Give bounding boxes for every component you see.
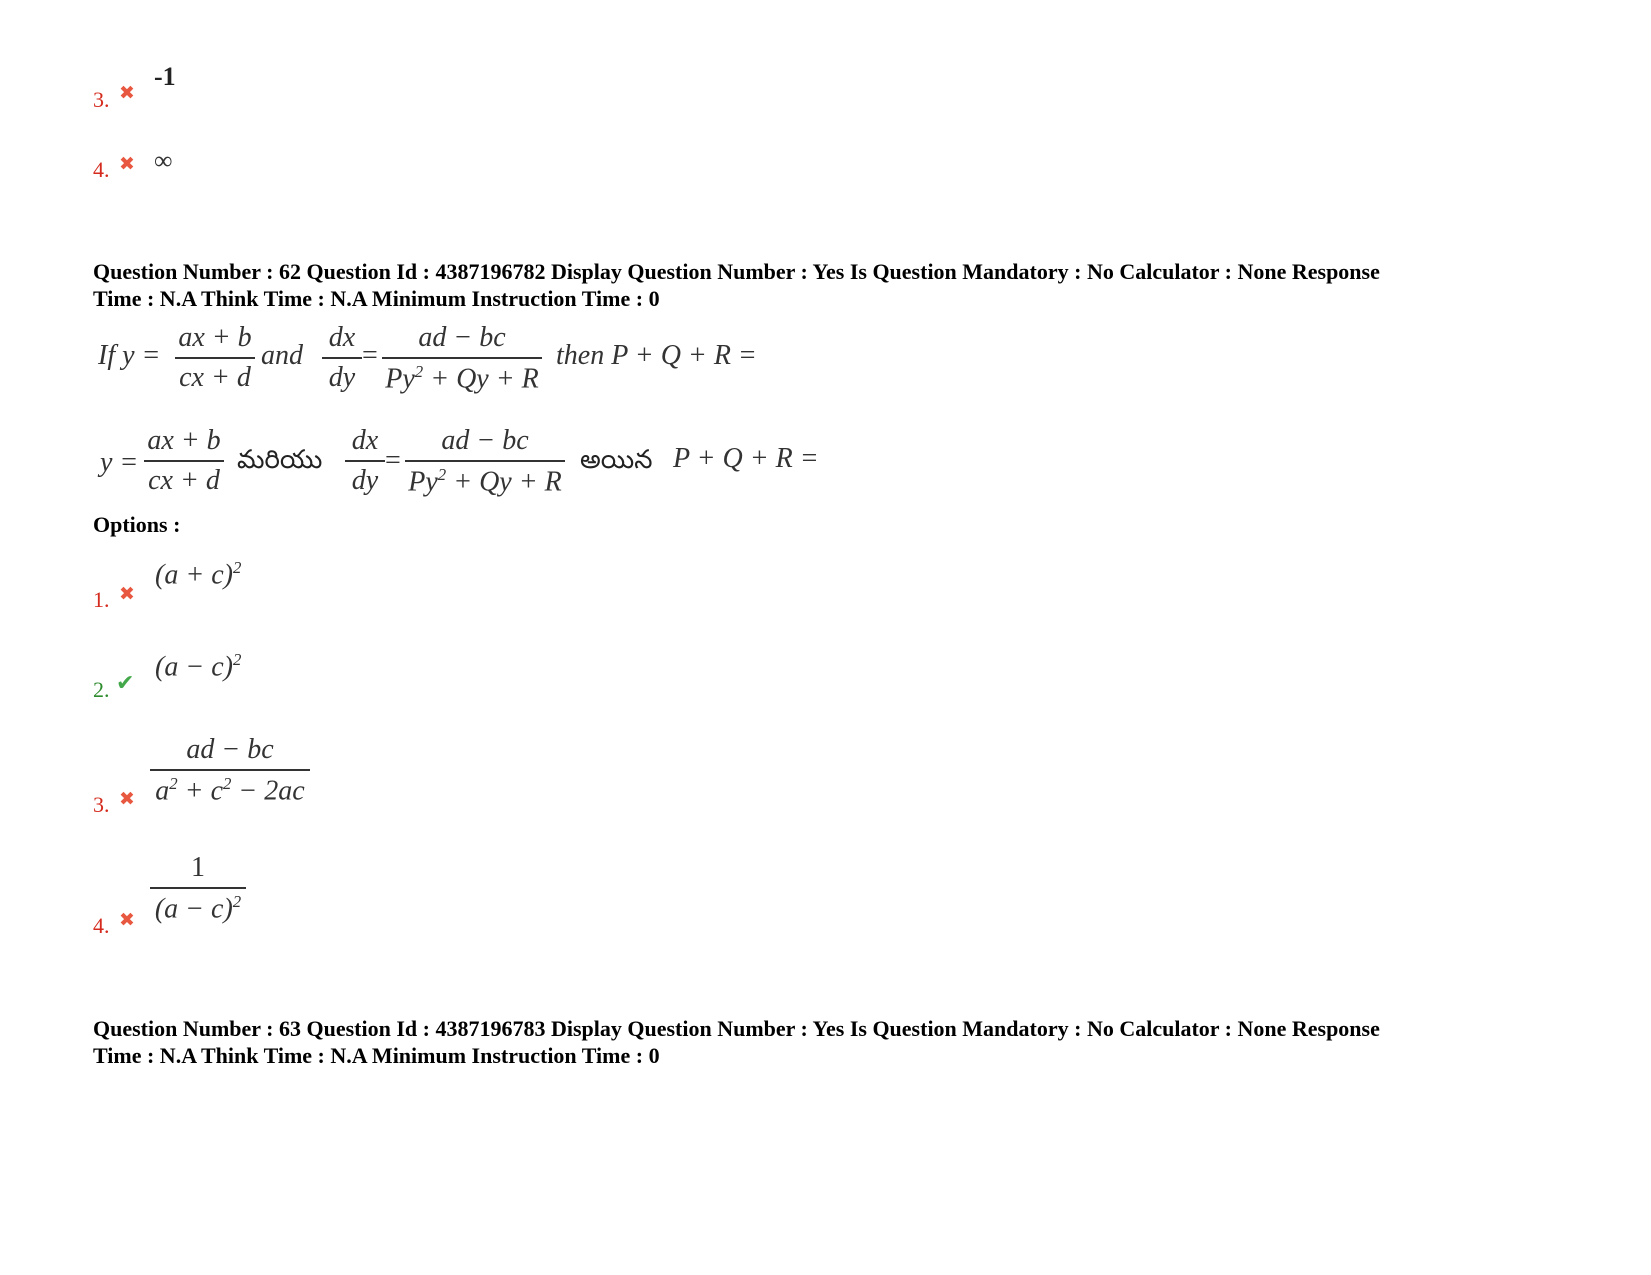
option-number: 2. [93,677,110,702]
option-number: 4. [93,157,110,182]
meta-line-1: Question Number : 62 Question Id : 4387196782 Display Question Number : Yes Is Question Mandatory : No Calculator : None Response [93,259,1380,284]
telugu-mariyu: మరియు [237,445,323,475]
option-value: $(a + c)^2$ [155,558,242,591]
option-number: 4. [93,913,110,938]
cross-mark-icon: ✖ [119,788,135,810]
option-number: 1. [93,587,110,612]
cross-mark-icon: ✖ [119,909,135,931]
cross-mark-icon: ✖ [119,82,135,104]
check-mark-icon: ✔ [116,671,135,696]
cross-mark-icon: ✖ [119,583,135,605]
numerator: ax + b [178,322,252,353]
eq-then: then P + Q + R = [556,340,757,371]
question-63-meta [93,1015,1573,1069]
fraction-derivative: ad − bc $Py^2 + Qy + R$ [405,425,565,498]
fraction-y: ax + b cx + d [144,425,224,497]
telugu-ayina: అయిన [580,445,653,475]
option-value: $(a - c)^2$ [155,650,242,683]
meta-line-1: Question Number : 63 Question Id : 4387196783 Display Question Number : Yes Is Question Mandatory : No Calculator : None Response [93,1016,1380,1041]
fraction-dxdy: dx dy [345,425,385,497]
fraction-derivative: ad − bc $Py^2 + Qy + R$ [382,322,542,395]
option-value-fraction: ad − bc $a^2 + c^2 - 2ac$ [150,734,310,807]
option-value-fraction: 1 $(a - c)^2$ [150,852,246,925]
question-62-meta [93,258,1573,312]
eq-and: and [261,340,303,371]
fraction-y [175,322,255,394]
fraction-dxdy: dx dy [322,322,362,394]
meta-line-2: Time : N.A Think Time : N.A Minimum Instruction Time : 0 [93,1043,660,1068]
option-number: 3. [93,792,110,817]
eq-if-y: If y = [98,340,161,371]
cross-mark-icon: ✖ [119,153,135,175]
meta-line-2: Time : N.A Think Time : N.A Minimum Instruction Time : 0 [93,286,660,311]
denominator: cx + d [179,361,251,393]
option-value: ∞ [154,146,173,175]
options-label: Options : [93,512,181,537]
option-value: -1 [154,62,176,91]
option-number: 3. [93,87,110,112]
